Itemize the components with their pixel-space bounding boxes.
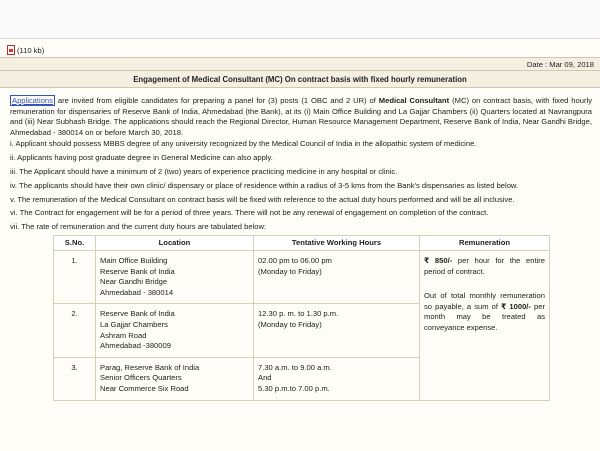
date-band [0, 57, 600, 71]
table-header-row [54, 236, 550, 251]
remuneration-rate [424, 256, 545, 277]
conveyance-amount: ₹ 1000/- [501, 301, 531, 311]
conveyance-note [424, 291, 545, 333]
list-item: vi. The Contract for engagement will be for a period of three years. There will not be any renewal of engagement on completion of the contract. [10, 208, 489, 218]
list-item: v. The remuneration of the Medical Consultant on contract basis will be fixed with reference to the actual duty hours performed and will be all inclusive. [10, 194, 515, 204]
remuneration-cell [420, 251, 550, 401]
intro-paragraph [10, 96, 592, 138]
eligibility-list [10, 139, 592, 236]
pdf-file-icon[interactable] [7, 45, 15, 55]
list-item: iii. The Applicant should have a minimum of 2 (two) years of experience practicing medicine in any hospital or clinic. [10, 166, 398, 176]
col-header-location: Location [96, 236, 254, 251]
intro-text-1: are invited from eligible candidates for preparing a panel for (3) posts (1 OBC and 2 UR) of [54, 96, 379, 105]
rate-text: per hour for the entire period of contract. [424, 256, 546, 276]
row-sno: 2. [54, 304, 96, 357]
location-line: Reserve Bank of India [100, 266, 175, 276]
table-row [54, 251, 550, 304]
col-header-sno: S.No. [54, 236, 96, 251]
list-item: i. Applicant should possess MBBS degree of any university recognized by the Medical Council of India in the allopathic system of medicine. [10, 139, 477, 148]
hours-line: 7.30 a.m. to 9.00 a.m. [258, 362, 332, 372]
hours-line: And [258, 373, 272, 383]
remuneration-table [53, 235, 550, 401]
row-hours [254, 357, 420, 400]
location-line: Ahmedabad - 380014 [100, 287, 174, 297]
page-title: Engagement of Medical Consultant (MC) On contract basis with fixed hourly remuneration [133, 75, 467, 84]
hours-line: 02.00 pm to 06.00 pm [258, 256, 332, 265]
location-line: La Gajjar Chambers [100, 319, 168, 329]
location-line: Parag, Reserve Bank of India [100, 362, 200, 372]
col-header-hours: Tentative Working Hours [254, 236, 420, 251]
spacer [424, 277, 545, 291]
conveyance-text-b: per month may be treated as conveyance expense. [424, 301, 545, 332]
location-line: Near Gandhi Bridge [100, 277, 168, 287]
location-line: Reserve Bank of India [100, 309, 175, 319]
row-hours [254, 251, 420, 304]
rate-amount: ₹ 850/- [424, 256, 453, 265]
hours-line: 12.30 p. m. to 1.30 p.m. [258, 309, 339, 319]
title-band [0, 71, 600, 88]
row-sno: 3. [54, 357, 96, 400]
hours-line: 5.30 p.m.to 7.00 p.m. [258, 383, 330, 393]
intro-bold: Medical Consultant [378, 96, 450, 105]
location-line: Senior Officers Quarters [100, 373, 182, 383]
conveyance-text-a: Out of total monthly remuneration so payable, a sum of [424, 291, 545, 311]
hours-line: (Monday to Friday) [258, 266, 322, 276]
notice-date: Date : Mar 09, 2018 [526, 60, 594, 69]
location-line: Ahmedabad -380009 [100, 341, 171, 351]
intro-text-2: (MC) on contract basis, with fixed hourly remuneration for dispensaries of Reserve Bank of India, Ahmedabad (the Bank), at its (i) Main Office Building and La Gajjar Chambers (ii) Quarters located at Navrangpura and (iii) Near Subhash Bridge. The applications should reach the Regional Director, Human Resource Management Department, Reserve Bank of India, Near Gandhi Bridge, Ahmedabad - 380014 on or before March 30, 2018. [10, 96, 592, 137]
list-item: iv. The applicants should have their own clinic/ dispensary or place of residence within a radius of 3-5 kms from the Bank's dispensaries as listed below. [10, 180, 519, 190]
location-line: Near Commerce Six Road [100, 383, 189, 393]
row-location [96, 251, 254, 304]
attachment-size[interactable]: (110 kb) [17, 45, 45, 55]
top-band [0, 0, 600, 38]
row-location [96, 357, 254, 400]
page-content [0, 38, 600, 451]
list-item: ii. Applicants having post graduate degree in General Medicine can also apply. [10, 152, 273, 162]
applications-link[interactable]: Applications [12, 96, 53, 105]
location-line: Main Office Building [100, 256, 168, 265]
list-item: vii. The rate of remuneration and the current duty hours are tabulated below: [10, 222, 267, 232]
row-hours [254, 304, 420, 357]
row-sno: 1. [54, 251, 96, 304]
location-line: Ashram Road [100, 330, 147, 340]
col-header-remuneration: Remuneration [420, 236, 550, 251]
row-location [96, 304, 254, 357]
pdf-attachment[interactable] [7, 45, 44, 55]
hours-line: (Monday to Friday) [258, 319, 322, 329]
